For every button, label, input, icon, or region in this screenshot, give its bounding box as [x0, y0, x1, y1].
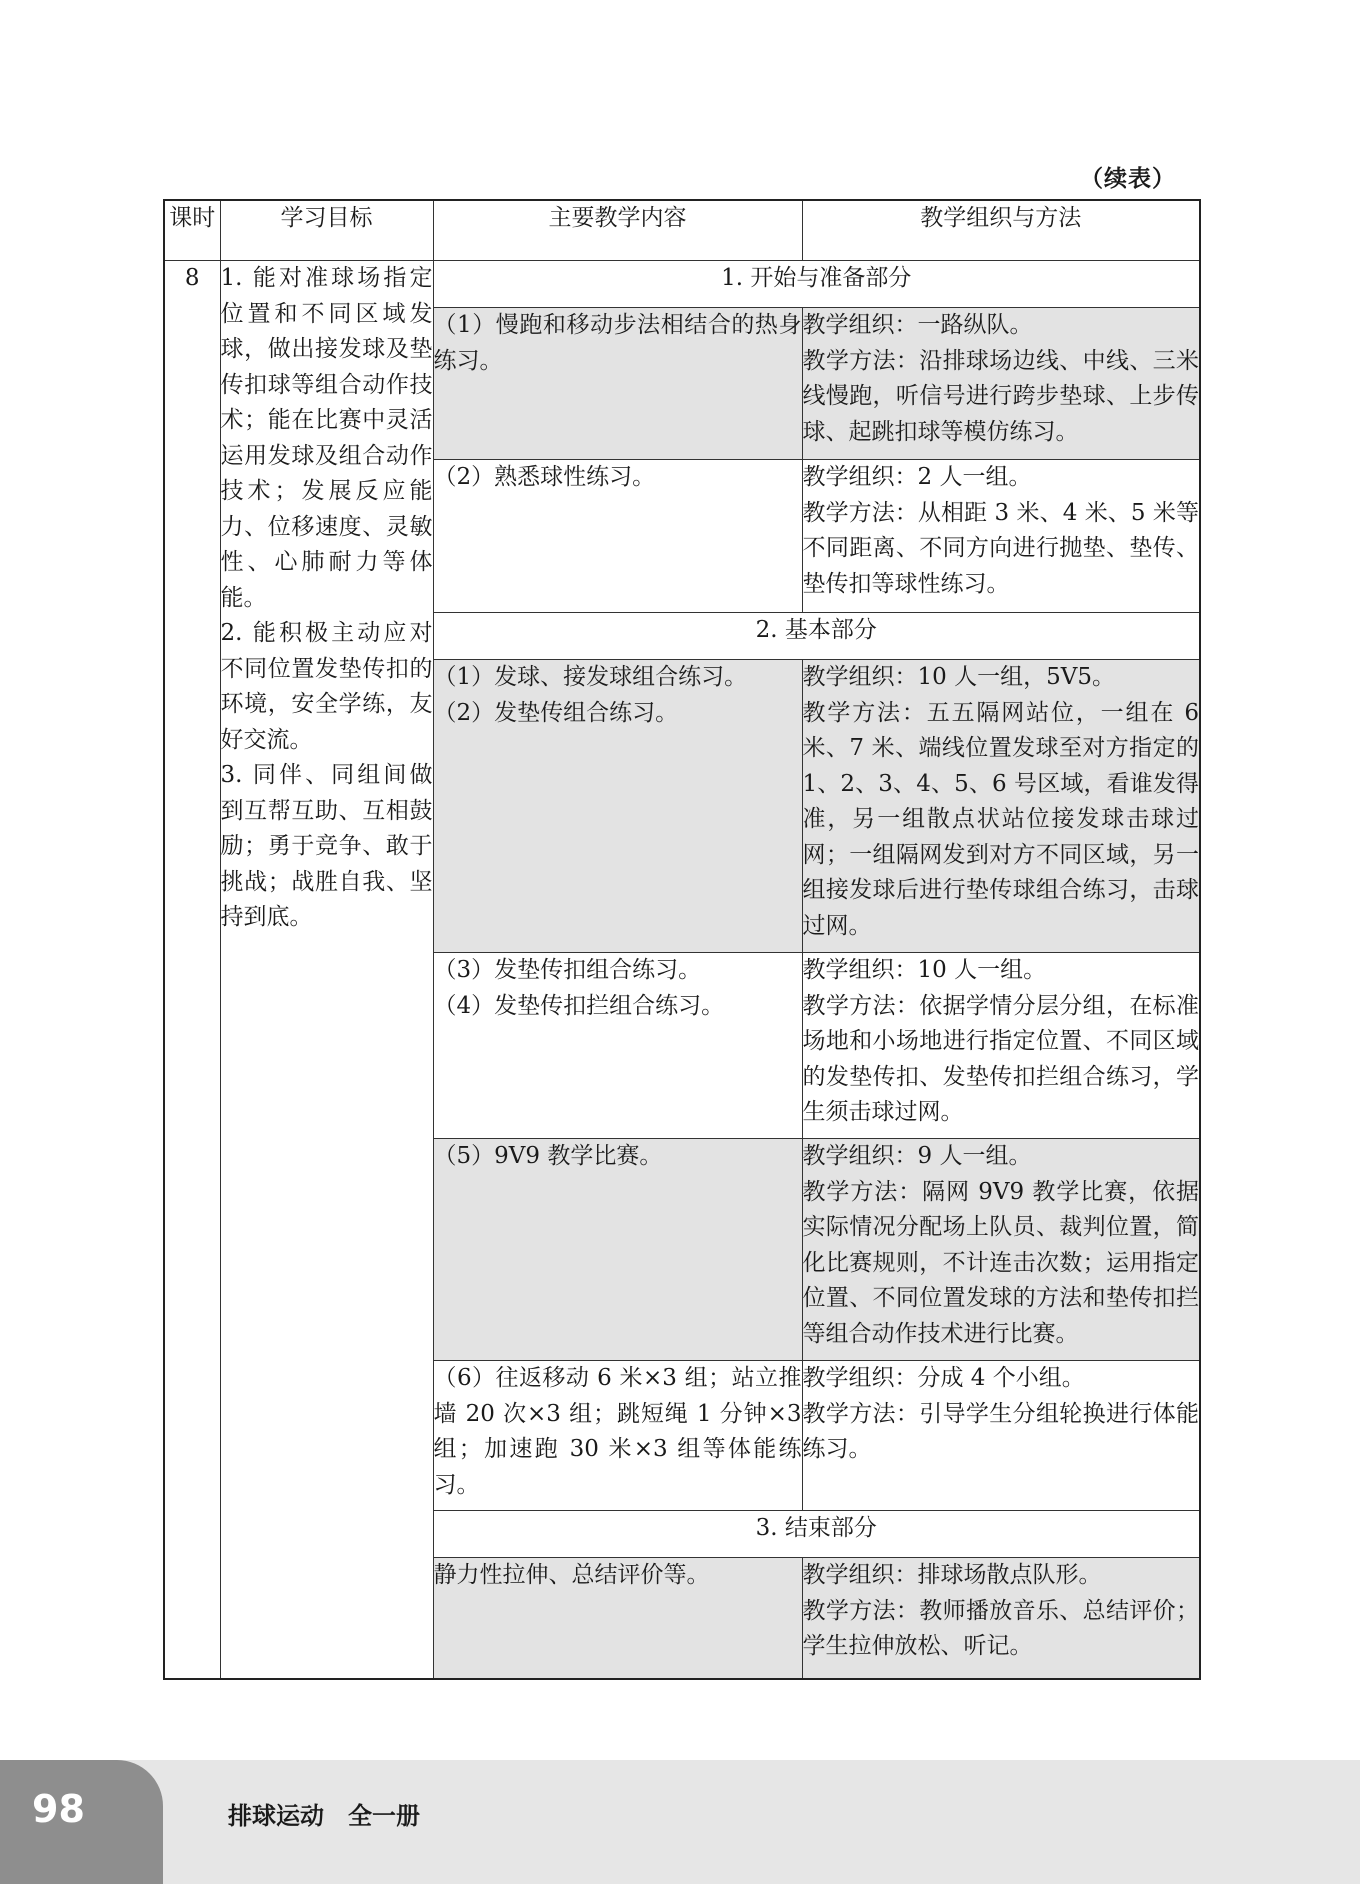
learning-goals	[220, 261, 433, 1679]
goal-item: 3. 同伴、同组间做到互帮互助、互相鼓励；勇于竞争、敢于挑战；战胜自我、坚持到底。	[220, 762, 433, 930]
header-content: 主要教学内容	[433, 200, 802, 261]
section-title: 3. 结束部分	[433, 1511, 1200, 1558]
method-cell: 教学组织：10 人一组。 教学方法：依据学情分层分组，在标准场地和小场地进行指定位置、不同区域的发垫传扣、发垫传扣拦组合练习，学生须击球过网。	[802, 953, 1200, 1139]
content-cell: （6）往返移动 6 米×3 组；站立推墙 20 次×3 组；跳短绳 1 分钟×3 组；加速跑 30 米×3 组等体能练习。	[433, 1361, 802, 1511]
goal-item: 1. 能对准球场指定位置和不同区域发球，做出接发球及垫传扣球等组合动作技术；能在比赛中灵活运用发球及组合动作技术；发展反应能力、位移速度、灵敏性、心肺耐力等体能。	[220, 265, 433, 611]
method-cell: 教学组织：9 人一组。 教学方法：隔网 9V9 教学比赛，依据实际情况分配场上队员、裁判位置，简化比赛规则，不计连击次数；运用指定位置、不同位置发球的方法和垫传扣拦等组合动作技术进行比赛。	[802, 1139, 1200, 1361]
content-cell: （3）发垫传扣组合练习。 （4）发垫传扣拦组合练习。	[433, 953, 802, 1139]
method-cell: 教学组织：一路纵队。 教学方法：沿排球场边线、中线、三米线慢跑，听信号进行跨步垫球、上步传球、起跳扣球等模仿练习。	[802, 308, 1200, 460]
lesson-number: 8	[164, 261, 220, 1679]
continued-label: （续表）	[1080, 166, 1176, 192]
method-cell: 教学组织：排球场散点队形。 教学方法：教师播放音乐、总结评价；学生拉伸放松、听记。	[802, 1558, 1200, 1679]
header-goals: 学习目标	[220, 200, 433, 261]
method-cell: 教学组织：2 人一组。 教学方法：从相距 3 米、4 米、5 米等不同距离、不同方向进行抛垫、垫传、垫传扣等球性练习。	[802, 460, 1200, 613]
section-title: 2. 基本部分	[433, 613, 1200, 660]
content-cell: 静力性拉伸、总结评价等。	[433, 1558, 802, 1679]
header-row	[164, 200, 1200, 261]
lesson-plan-table	[163, 199, 1201, 1680]
method-cell: 教学组织：10 人一组，5V5。 教学方法：五五隔网站位，一组在 6 米、7 米、端线位置发球至对方指定的 1、2、3、4、5、6 号区域，看谁发得准，另一组散点状站位接发球击球过网；一组隔网发到对方不同区域，另一组接发球后进行垫传球组合练习，击球过网。	[802, 660, 1200, 953]
content-cell: （2）熟悉球性练习。	[433, 460, 802, 613]
method-cell: 教学组织：分成 4 个小组。 教学方法：引导学生分组轮换进行体能练习。	[802, 1361, 1200, 1511]
header-lesson: 课时	[164, 200, 220, 261]
content-cell: （5）9V9 教学比赛。	[433, 1139, 802, 1361]
page-number: 98	[32, 1787, 85, 1831]
footer-band	[0, 1760, 1360, 1884]
section-title: 1. 开始与准备部分	[433, 261, 1200, 308]
book-title: 排球运动 全一册	[228, 1802, 420, 1830]
content-cell: （1）发球、接发球组合练习。 （2）发垫传组合练习。	[433, 660, 802, 953]
content-cell: （1）慢跑和移动步法相结合的热身练习。	[433, 308, 802, 460]
header-method: 教学组织与方法	[802, 200, 1200, 261]
goal-item: 2. 能积极主动应对不同位置发垫传扣的环境，安全学练，友好交流。	[220, 620, 433, 753]
